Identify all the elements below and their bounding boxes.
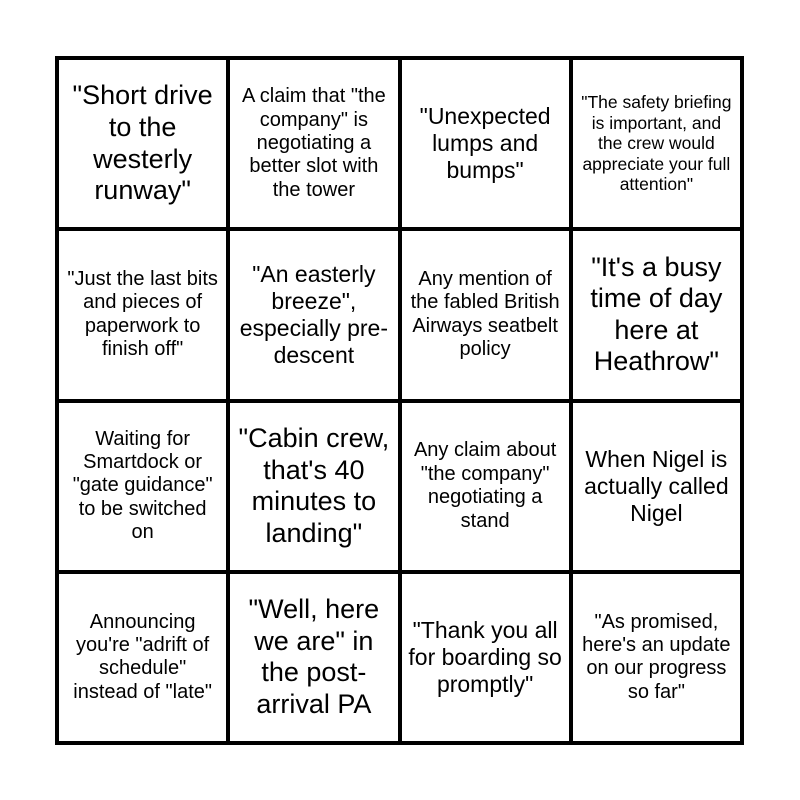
cell-text: "An easterly breeze", especially pre-descent: [239, 261, 389, 368]
cell-text: Any mention of the fabled British Airways seatbelt policy: [410, 268, 560, 361]
bingo-cell-r2c1[interactable]: [59, 231, 226, 398]
bingo-cell-r2c2[interactable]: [230, 231, 397, 398]
cell-text: "The safety briefing is important, and the crew would appreciate your full attention": [581, 92, 732, 195]
cell-text: Announcing you're "adrift of schedule" instead of "late": [73, 610, 212, 703]
bingo-board: [55, 56, 744, 745]
cell-text: "Well, here we are" in the post-arrival PA: [248, 594, 380, 719]
bingo-cell-r3c1[interactable]: [59, 403, 226, 570]
bingo-cell-r1c1[interactable]: [59, 60, 226, 227]
bingo-cell-r3c2[interactable]: [230, 403, 397, 570]
bingo-cell-r3c4[interactable]: [573, 403, 740, 570]
cell-text: "Thank you all for boarding so promptly": [408, 617, 562, 697]
bingo-cell-r4c4[interactable]: [573, 574, 740, 741]
bingo-cell-r4c2[interactable]: [230, 574, 397, 741]
bingo-cell-r4c3[interactable]: [402, 574, 569, 741]
cell-text: "Unexpected lumps and bumps": [419, 103, 551, 184]
cell-text: "Just the last bits and pieces of paperwork to finish off": [67, 268, 218, 361]
cell-text: "It's a busy time of day here at Heathrow": [590, 251, 723, 377]
cell-text: "Cabin crew, that's 40 minutes to landing": [238, 422, 390, 548]
cell-text: "Short drive to the westerly runway": [72, 80, 213, 206]
bingo-cell-r3c3[interactable]: [402, 403, 569, 570]
bingo-cell-r4c1[interactable]: [59, 574, 226, 741]
bingo-cell-r1c3[interactable]: [402, 60, 569, 227]
bingo-cell-r1c2[interactable]: [230, 60, 397, 227]
cell-text: When Nigel is actually called Nigel: [584, 445, 729, 526]
bingo-cell-r2c3[interactable]: [402, 231, 569, 398]
bingo-cell-r2c4[interactable]: [573, 231, 740, 398]
bingo-cell-r1c4[interactable]: [573, 60, 740, 227]
cell-text: Any claim about "the company" negotiating a stand: [413, 439, 557, 532]
cell-text: Waiting for Smartdock or "gate guidance" to be switched on: [72, 427, 213, 544]
cell-text: A claim that "the company" is negotiating a better slot with the tower: [241, 85, 386, 201]
cell-text: "As promised, here's an update on our progress so far": [582, 610, 731, 703]
